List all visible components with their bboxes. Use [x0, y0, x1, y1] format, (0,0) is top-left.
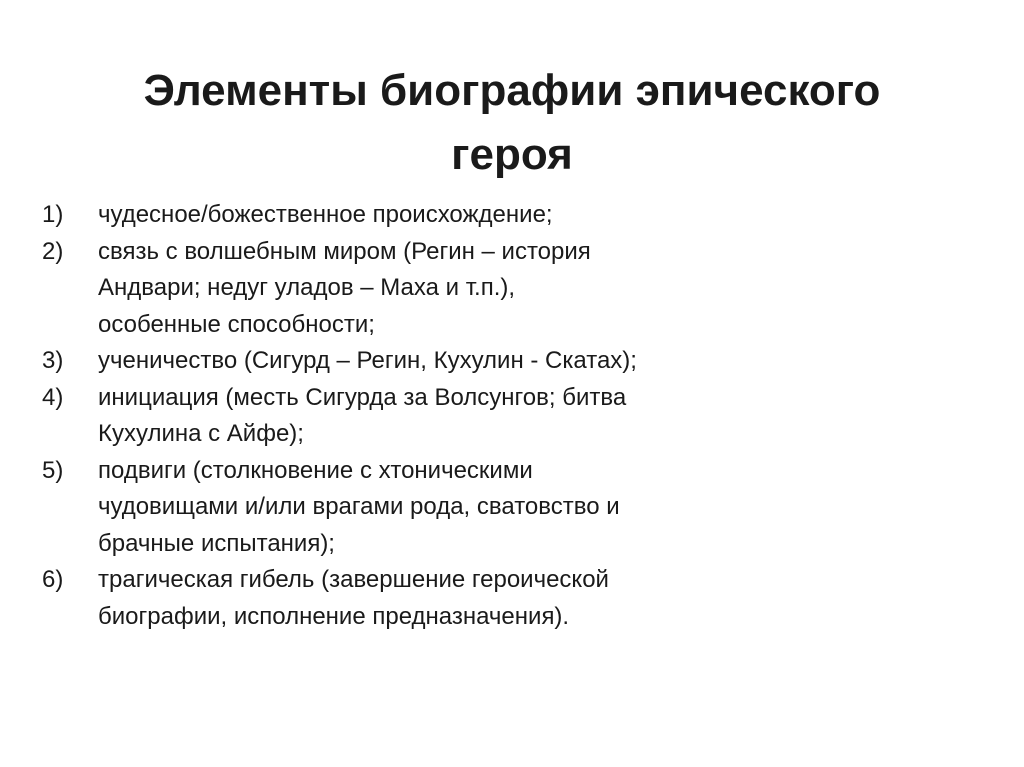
- list-item-1: [42, 197, 742, 234]
- list-item-line: связь с волшебным миром (Регин – история: [98, 237, 591, 265]
- list-item-line: чудовищами и/или врагами рода, сватовство и: [98, 493, 620, 520]
- list-item-number: 4): [42, 383, 64, 411]
- list-item-6: [42, 562, 742, 635]
- list-item-text: [98, 562, 742, 635]
- list-item-number: 2): [42, 237, 64, 265]
- title-line-2: героя: [451, 130, 573, 180]
- title-line-1: Элементы биографии эпического: [143, 66, 881, 116]
- list-item-line: подвиги (столкновение с хтоническими: [98, 456, 533, 484]
- list-item-text: [98, 380, 742, 453]
- list-item-3: [42, 343, 742, 380]
- biography-elements-list: [42, 197, 742, 635]
- list-item-line: Андвари; недуг уладов – Маха и т.п.),: [98, 274, 516, 301]
- slide-title: [60, 59, 964, 187]
- list-item-5: [42, 453, 742, 563]
- list-item-line: чудесное/божественное происхождение;: [98, 201, 553, 228]
- list-item-line: инициация (месть Сигурда за Волсунгов; битва: [98, 383, 627, 411]
- list-item-number: 1): [42, 201, 64, 228]
- list-item-line: особенные способности;: [98, 310, 375, 338]
- list-item-4: [42, 380, 742, 453]
- list-item-line: Кухулина с Айфе);: [98, 420, 304, 447]
- list-item-number: 6): [42, 566, 64, 593]
- list-item-line: биографии, исполнение предназначения).: [98, 602, 570, 630]
- list-item-number: 5): [42, 456, 64, 484]
- list-item-line: брачные испытания);: [98, 529, 335, 557]
- list-item-text: [98, 453, 742, 563]
- list-item-2: [42, 234, 742, 344]
- list-item-text: [98, 234, 742, 344]
- list-item-line: ученичество (Сигурд – Регин, Кухулин - Скатах);: [98, 347, 637, 374]
- list-item-text: [98, 197, 742, 234]
- list-item-number: 3): [42, 347, 64, 374]
- list-item-line: трагическая гибель (завершение героической: [98, 566, 609, 593]
- list-item-text: [98, 343, 742, 380]
